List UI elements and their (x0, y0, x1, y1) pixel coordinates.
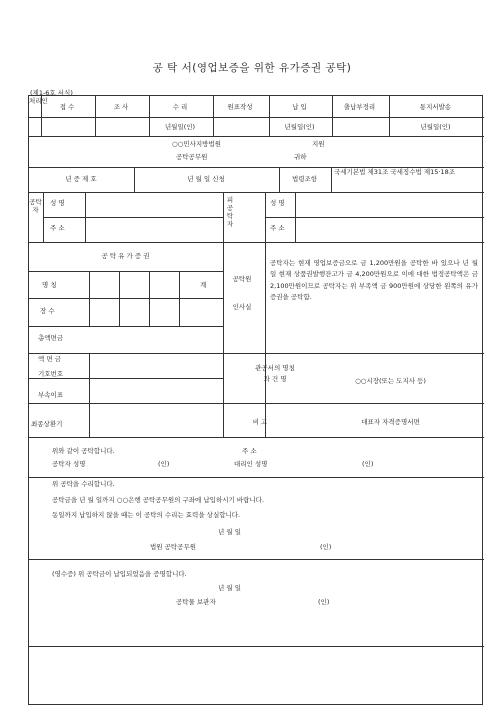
law-text: 국세기본법 제31조 국세징수법 제15·18조 (334, 168, 455, 176)
declaration-seal: (인) (158, 460, 170, 468)
depositor-name-label: 성 명 (50, 199, 65, 207)
acceptance-officer: 법원 공탁공무원 (150, 543, 197, 551)
date-accept: 년월일(인) (164, 123, 196, 131)
declaration-address-label: 주 소 (242, 447, 257, 455)
securities-header: 공 탁 유 가 증 권 (101, 252, 150, 260)
header-notice: 통지서발송 (419, 103, 452, 111)
securities-count-label: 장 수 (40, 307, 55, 315)
securities-total-face-label: 총액면금 (38, 334, 64, 342)
date-payment: 년월일(인) (284, 123, 315, 131)
court-officer: 공탁공무원 (176, 153, 208, 161)
header-review: 조 사 (113, 103, 129, 111)
securities-name-label: 명 칭 (42, 281, 57, 289)
depositor-address-label: 주 소 (50, 224, 65, 232)
payee-side-label: 피공탁자 (226, 196, 234, 229)
acceptance-line2: 공탁금을 년 월 일까지 ○○은행 공탁공무원의 구좌에 납입하시기 바랍니다. (52, 496, 265, 504)
request-date: 년 월 일 신청 (187, 175, 225, 183)
authority-value: ○○시장(또는 도지사 등) (355, 377, 426, 385)
acceptance-line3: 동일까지 납입하지 않을 때는 이 공탁의 수리는 효력을 상실합니다. (52, 511, 241, 519)
processing-side-label: 처리인 (29, 97, 48, 105)
court-name: ○○민사지방법원 (172, 140, 222, 148)
acceptance-date: 년 월 일 (218, 528, 241, 536)
receipt-officer: 공탁물 보관자 (176, 598, 216, 606)
securities-total-mark: 계 (200, 281, 207, 289)
acceptance-line1: 위 공탁을 수리합니다. (52, 480, 115, 488)
securities-code-label: 기호번호 (38, 370, 64, 378)
header-payment: 납 입 (292, 103, 307, 111)
remarks-label: 비 고 (252, 418, 268, 426)
authority-label: 관공서의 명칭과 건 명 (255, 364, 295, 384)
header-ledger: 출납부정리 (343, 103, 376, 111)
deposit-form (28, 95, 483, 705)
header-receipt: 접 수 (59, 103, 75, 111)
remarks-value: 대표자 자격증명서면 (361, 418, 420, 426)
declaration-agent-name: 대리인 성명 (234, 460, 268, 468)
payee-name-label: 성 명 (270, 199, 285, 207)
receipt-line: (영수증) 위 공탁금이 납입되었음을 증명합니다. (52, 570, 187, 578)
securities-maturity-label: 최종상환기 (31, 420, 63, 428)
depositor-side-label: 공탁자 (29, 198, 42, 215)
header-accept: 수 리 (172, 103, 188, 111)
securities-coupon-label: 부속이표 (38, 391, 64, 399)
securities-face-label: 액 면 금 (38, 355, 61, 363)
form-number: (제1-6호 서식) (30, 89, 73, 97)
page-title: 공 탁 서(영업보증을 위한 유가증권 공탁) (152, 62, 352, 74)
court-honorific: 귀하 (294, 153, 307, 161)
receipt-date: 년 월 일 (218, 584, 241, 592)
declaration-depositor-name: 공탁자 성명 (52, 460, 86, 468)
date-notice: 년월일(인) (420, 123, 451, 131)
cert-number: 년 증 제 호 (65, 175, 97, 183)
header-register: 원표작성 (227, 103, 253, 111)
declaration-line: 위와 같이 공탁합니다. (52, 447, 115, 455)
court-branch: 지원 (312, 140, 325, 148)
payee-address-label: 주 소 (270, 224, 285, 232)
receipt-seal: (인) (318, 598, 330, 606)
law-label: 법령조항 (291, 175, 318, 183)
acceptance-seal: (인) (320, 543, 332, 551)
cause-text: 공탁자는 현재 영업보증금으로 금 1,200만원을 공탁한 바 있으나 년 월 일 현재 상품권발행잔고가 금 4,200만원으로 이에 대한 법정공탁액은 금2,100만원이므로 공탁자는 위 부족액 금 900만원에 상당한 왼쪽의 유가증권을 공탁함. (270, 259, 478, 302)
cause-label: 공탁원인사실 (232, 275, 252, 311)
declaration-agent-seal: (인) (362, 460, 374, 468)
